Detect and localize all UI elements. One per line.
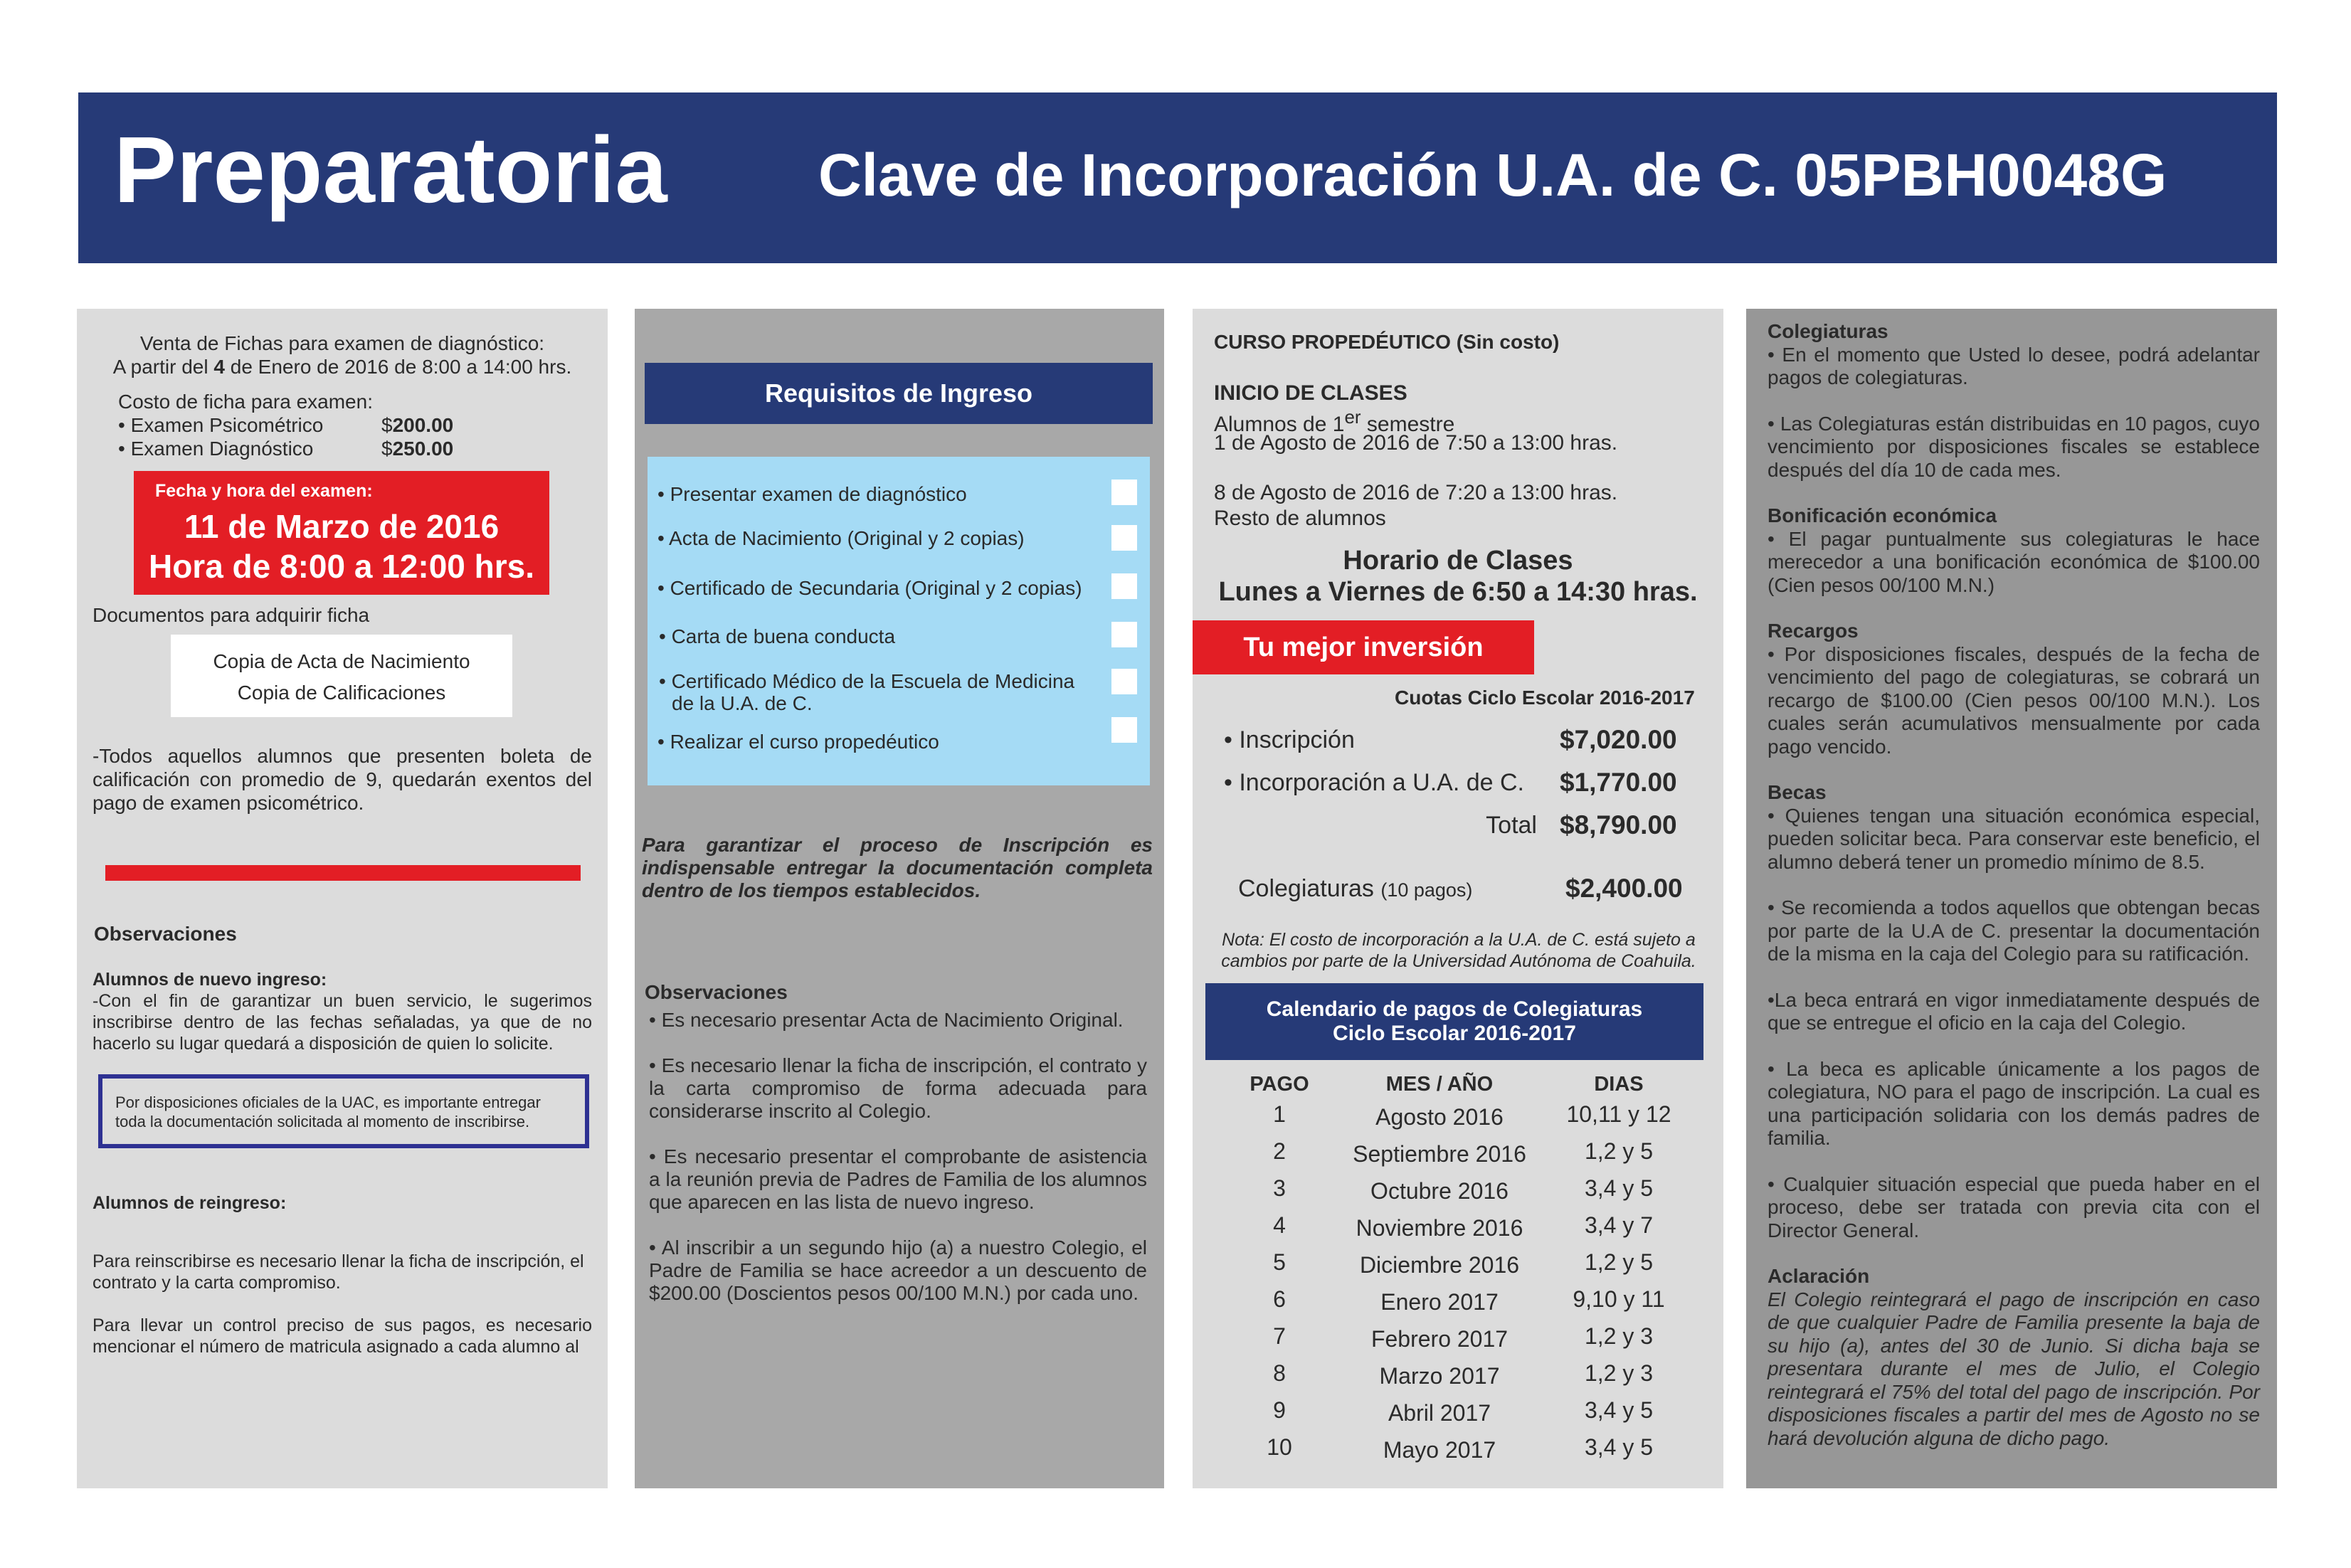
becas-title: Becas bbox=[1768, 781, 1827, 803]
pago-dias: 3,4 y 5 bbox=[1584, 1434, 1654, 1460]
clave-incorporacion: Clave de Incorporación U.A. de C. 05PBH0048G bbox=[818, 142, 2167, 208]
pago-mes: Enero 2017 bbox=[1380, 1289, 1499, 1315]
examen-currency: $ bbox=[381, 414, 393, 436]
table-row bbox=[1210, 1359, 1708, 1396]
pago-num: 7 bbox=[1273, 1323, 1286, 1349]
aclaracion-title: Aclaración bbox=[1768, 1265, 1870, 1287]
table-row bbox=[1210, 1248, 1708, 1285]
pago-dias: 9,10 y 11 bbox=[1573, 1286, 1665, 1312]
table-row bbox=[1210, 1174, 1708, 1211]
costo-ficha bbox=[118, 390, 545, 460]
pago-dias: 10,11 y 12 bbox=[1566, 1101, 1671, 1127]
checkbox[interactable] bbox=[1111, 717, 1137, 743]
pago-num: 10 bbox=[1267, 1434, 1292, 1460]
resto-alumnos: Resto de alumnos bbox=[1214, 507, 1386, 530]
nuevo-ingreso-text: -Con el fin de garantizar un buen servicio, le sugerimos inscribirse dentro de las fechas señaladas, ya que de no hacerlo su lugar quedará a disposición de quien lo solicite. bbox=[93, 991, 592, 1054]
observaciones-title: Observaciones bbox=[94, 923, 237, 945]
pago-mes: Febrero 2017 bbox=[1370, 1326, 1509, 1352]
observaciones2-title: Observaciones bbox=[645, 981, 788, 1003]
exencion-text: -Todos aquellos alumnos que presenten boleta de calificación con promedio de 9, quedarán exentos del pago de examen psicométrico. bbox=[93, 745, 592, 814]
pago-mes: Agosto 2016 bbox=[1375, 1104, 1504, 1130]
calendario-header bbox=[1210, 1073, 1708, 1096]
fecha-date: 11 de Marzo de 2016 bbox=[184, 508, 500, 545]
colegiaturas-label-wrap bbox=[1238, 871, 1565, 908]
inicio-title: INICIO DE CLASES bbox=[1214, 381, 1407, 405]
alumnos-post: semestre bbox=[1361, 413, 1455, 436]
examen-label: • Examen Psicométrico bbox=[118, 414, 324, 436]
checkbox[interactable] bbox=[1111, 480, 1137, 505]
horario-title: Horario de Clases bbox=[1343, 546, 1573, 576]
pago-num: 3 bbox=[1273, 1175, 1286, 1201]
table-row bbox=[1210, 1433, 1708, 1470]
colegiaturas-title: Colegiaturas bbox=[1768, 320, 1888, 342]
calendario-title2: Ciclo Escolar 2016-2017 bbox=[1333, 1022, 1576, 1045]
becas-p5: • Cualquier situación especial que pueda haber en el proceso, debe ser tratada con previa cita con el Director General. bbox=[1768, 1172, 2260, 1241]
horario-text: Lunes a Viernes de 6:50 a 14:30 hras. bbox=[1218, 577, 1698, 607]
pago-mes: Octubre 2016 bbox=[1370, 1178, 1509, 1204]
cuotas-table bbox=[1224, 719, 1686, 847]
documentos-box bbox=[171, 635, 512, 717]
red-divider bbox=[105, 865, 581, 881]
venta-line2 bbox=[77, 355, 608, 378]
colegiaturas-p2: • Las Colegiaturas están distribuidas en 10 pagos, cuyo vencimiento por disposiciones fiscales se establece después del día 10 de cada mes. bbox=[1768, 412, 2260, 481]
fecha-inicio2: 8 de Agosto de 2016 de 7:20 a 13:00 hras. bbox=[1214, 481, 1618, 504]
calendario-body bbox=[1210, 1100, 1708, 1470]
pago-num: 6 bbox=[1273, 1286, 1286, 1312]
colegiaturas-row bbox=[1238, 871, 1694, 908]
header-pago: PAGO bbox=[1250, 1073, 1309, 1096]
requisito-item: • Carta de buena conducta bbox=[659, 625, 896, 647]
curso-propedeutico: CURSO PROPEDÉUTICO (Sin costo) bbox=[1214, 331, 1560, 353]
pago-dias: 1,2 y 5 bbox=[1584, 1138, 1654, 1164]
pago-mes: Diciembre 2016 bbox=[1359, 1252, 1520, 1278]
colegiaturas-p1: • En el momento que Usted lo desee, podrá adelantar pagos de colegiaturas. bbox=[1768, 343, 2260, 388]
pago-dias: 1,2 y 3 bbox=[1584, 1360, 1654, 1386]
pago-dias: 3,4 y 5 bbox=[1584, 1175, 1654, 1201]
cuota-row bbox=[1224, 761, 1686, 804]
cuota-label: • Inscripción bbox=[1224, 726, 1355, 753]
pago-dias: 3,4 y 5 bbox=[1584, 1397, 1654, 1423]
observacion-item: • Es necesario llenar la ficha de inscripción, el contrato y la carta compromiso de forma adecuada para considerarse inscrito al Colegio. bbox=[649, 1054, 1147, 1122]
bonificacion-p: • El pagar puntualmente sus colegiaturas le hace merecedor a una bonificación económica de $100.00 (Cien pesos 00/100 M.N.) bbox=[1768, 527, 2260, 596]
requisitos-box bbox=[648, 457, 1150, 785]
observacion-item: • Al inscribir a un segundo hijo (a) a nuestro Colegio, el Padre de Familia se hace acreedor a un descuento de $200.00 (Doscientos pesos 00/100 M.N.) por cada uno. bbox=[649, 1236, 1147, 1304]
header-dias: DIAS bbox=[1594, 1073, 1644, 1096]
requisito-item: • Presentar examen de diagnóstico bbox=[657, 483, 967, 505]
garantia-text: Para garantizar el proceso de Inscripción es indispensable entregar la documentación completa dentro de los tiempos establecidos. bbox=[642, 834, 1153, 901]
checkbox[interactable] bbox=[1111, 669, 1137, 694]
politicas-text bbox=[1768, 320, 2260, 1450]
fecha-inicio1: 1 de Agosto de 2016 de 7:50 a 13:00 hras. bbox=[1214, 431, 1618, 455]
aclaracion-p: El Colegio reintegrará el pago de inscripción en caso de que cualquier Padre de Familia presente la baja de su hijo (a), antes del 30 de Junio. Si dicha baja se presentara durante el mes de Julio, el Colegio reintegrará el 75% del total del pago de inscripción. Por disposiciones fiscales a partir del mes de Agosto no se hará devolución alguna de dicho pago. bbox=[1768, 1288, 2260, 1449]
page-title: Preparatoria bbox=[114, 117, 667, 222]
cuota-amount: $7,020.00 bbox=[1560, 725, 1677, 754]
venta-post: de Enero de 2016 de 8:00 a 14:00 hrs. bbox=[224, 356, 572, 378]
becas-p3: •La beca entrará en vigor inmediatamente después de que se entregue el oficio en la caja del Colegio. bbox=[1768, 988, 2260, 1034]
venta-day: 4 bbox=[213, 356, 225, 378]
becas-p2: • Se recomienda a todos aquellos que obtengan becas por parte de la U.A de C. presentar la documentación de la misma en la caja del Colegio para su ratificación. bbox=[1768, 896, 2260, 965]
colegiaturas-label: Colegiaturas bbox=[1238, 875, 1374, 902]
examen-amount: 200.00 bbox=[392, 414, 454, 436]
cuota-amount: $1,770.00 bbox=[1560, 768, 1677, 797]
costo-title: Costo de ficha para examen: bbox=[118, 391, 373, 413]
nuevo-ingreso-title: Alumnos de nuevo ingreso: bbox=[93, 970, 327, 990]
table-row bbox=[1210, 1211, 1708, 1248]
documento-item: Copia de Acta de Nacimiento bbox=[213, 650, 470, 672]
alumnos-sup: er bbox=[1344, 406, 1361, 428]
pago-dias: 1,2 y 3 bbox=[1584, 1323, 1654, 1349]
cuota-label: • Incorporación a U.A. de C. bbox=[1224, 769, 1524, 796]
requisitos-title: Requisitos de Ingreso bbox=[645, 363, 1153, 424]
documento-item: Copia de Calificaciones bbox=[237, 682, 446, 704]
venta-pre: A partir del bbox=[112, 356, 214, 378]
requisito-item: • Certificado de Secundaria (Original y 2 copias) bbox=[657, 577, 1082, 599]
colegiaturas-note: (10 pagos) bbox=[1380, 879, 1473, 901]
fecha-label: Fecha y hora del examen: bbox=[155, 481, 373, 501]
pago-mes: Marzo 2017 bbox=[1379, 1363, 1500, 1389]
pago-num: 5 bbox=[1273, 1249, 1286, 1275]
recargos-title: Recargos bbox=[1768, 620, 1859, 642]
pago-num: 8 bbox=[1273, 1360, 1286, 1386]
table-row bbox=[1210, 1322, 1708, 1359]
pago-mes: Mayo 2017 bbox=[1383, 1437, 1496, 1463]
nota-text: Nota: El costo de incorporación a la U.A. de C. está sujeto a cambios por parte de la Universidad Autónoma de Coahuila. bbox=[1221, 930, 1696, 971]
pago-dias: 1,2 y 5 bbox=[1584, 1249, 1654, 1275]
reingreso-text1: Para reinscribirse es necesario llenar la ficha de inscripción, el contrato y la carta compromiso. bbox=[93, 1251, 584, 1293]
requisito-item: • Certificado Médico de la Escuela de Medicina de la U.A. de C. bbox=[659, 670, 1075, 714]
pago-num: 4 bbox=[1273, 1212, 1286, 1238]
observaciones2-list bbox=[649, 1009, 1147, 1305]
checkbox[interactable] bbox=[1111, 622, 1137, 647]
examen-amount: 250.00 bbox=[392, 438, 454, 460]
examen-currency: $ bbox=[381, 438, 393, 460]
examen-row bbox=[118, 437, 545, 460]
reingreso-text2: Para llevar un control preciso de sus pagos, es necesario mencionar el número de matricula asignado a cada alumno al bbox=[93, 1315, 592, 1357]
becas-p4: • La beca es aplicable únicamente a los pagos de colegiatura, NO para el pago de inscripción. La cual es una participación solidaria con los demás padres de familia. bbox=[1768, 1057, 2260, 1149]
pago-mes: Abril 2017 bbox=[1388, 1400, 1491, 1426]
pago-mes: Noviembre 2016 bbox=[1356, 1215, 1523, 1241]
inversion-banner: Tu mejor inversión bbox=[1193, 620, 1534, 674]
calendario-title1: Calendario de pagos de Colegiaturas bbox=[1266, 997, 1643, 1021]
table-row bbox=[1210, 1285, 1708, 1322]
total-label: Total bbox=[1486, 812, 1537, 839]
pago-num: 9 bbox=[1273, 1397, 1286, 1423]
bonificacion-title: Bonificación económica bbox=[1768, 504, 1997, 526]
requisito-item: • Realizar el curso propedéutico bbox=[657, 731, 939, 753]
pago-num: 2 bbox=[1273, 1138, 1286, 1164]
cuota-row bbox=[1224, 719, 1686, 761]
checkbox[interactable] bbox=[1111, 525, 1137, 551]
colegiaturas-amount: $2,400.00 bbox=[1565, 874, 1683, 903]
checkbox[interactable] bbox=[1111, 573, 1137, 599]
fecha-time: Hora de 8:00 a 12:00 hrs. bbox=[148, 548, 535, 585]
header-mes: MES / AÑO bbox=[1385, 1073, 1494, 1096]
venta-fichas bbox=[77, 332, 608, 378]
table-row bbox=[1210, 1396, 1708, 1433]
cuota-total-row bbox=[1224, 804, 1686, 847]
observacion-item: • Es necesario presentar Acta de Nacimiento Original. bbox=[649, 1009, 1124, 1031]
venta-line1: Venta de Fichas para examen de diagnóstico: bbox=[139, 332, 545, 354]
pago-mes: Septiembre 2016 bbox=[1353, 1141, 1526, 1167]
examen-row bbox=[118, 413, 545, 437]
reingreso-title: Alumnos de reingreso: bbox=[93, 1193, 287, 1213]
total-amount: $8,790.00 bbox=[1560, 810, 1677, 839]
calendario-title bbox=[1205, 983, 1703, 1060]
table-row bbox=[1210, 1137, 1708, 1174]
alumnos-pre: Alumnos de 1 bbox=[1214, 413, 1345, 436]
cuotas-title: Cuotas Ciclo Escolar 2016-2017 bbox=[1395, 687, 1695, 709]
examen-label: • Examen Diagnóstico bbox=[118, 438, 314, 460]
pago-dias: 3,4 y 7 bbox=[1584, 1212, 1654, 1238]
aviso-box: Por disposiciones oficiales de la UAC, es importante entregar toda la documentación solicitada al momento de inscribirse. bbox=[98, 1074, 589, 1148]
pago-num: 1 bbox=[1273, 1101, 1286, 1127]
fecha-examen-box bbox=[134, 471, 549, 595]
recargos-p: • Por disposiciones fiscales, después de la fecha de vencimiento del pago de colegiaturas, se cobrará un recargo de $100.00 (Cien pesos 00/100 M.N.). Los cuales serán acumulativos mensualmente por cada pago vencido. bbox=[1768, 642, 2260, 758]
becas-p1: • Quienes tengan una situación económica especial, pueden solicitar beca. Para conservar este beneficio, el alumno deberá tener un promedio mínimo de 8.5. bbox=[1768, 804, 2260, 873]
documentos-title: Documentos para adquirir ficha bbox=[93, 604, 370, 626]
requisito-item: • Acta de Nacimiento (Original y 2 copias) bbox=[657, 527, 1025, 549]
table-row bbox=[1210, 1100, 1708, 1137]
observacion-item: • Es necesario presentar el comprobante de asistencia a la reunión previa de Padres de Familia de los alumnos que aparecen en las lista de nuevo ingreso. bbox=[649, 1145, 1147, 1213]
